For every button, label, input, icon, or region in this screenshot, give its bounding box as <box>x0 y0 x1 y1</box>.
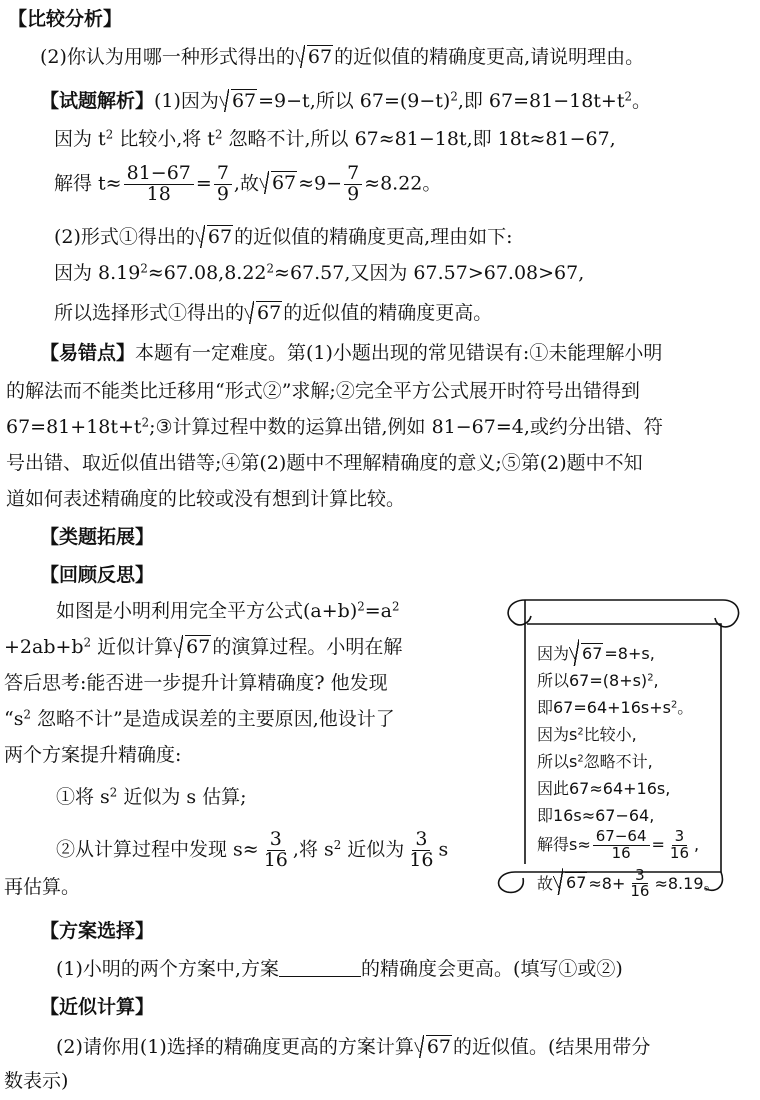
heading-review: 【回顾反思】 <box>40 564 155 586</box>
fraction: $\frac{7}{9}$ <box>214 164 232 205</box>
error-line-3: $67=81+18t+t^2;③$计算过程中数的运算出错,例如 81−67=4,或约分出错、符 <box>6 415 663 438</box>
analysis-line-2: 因为 $t^2$ 比较小,将 $t^2$ 忽略不计,所以 67≈81−18t,即 18t≈81−67, <box>54 127 616 150</box>
review-line-5: 两个方案提升精确度: <box>4 744 182 766</box>
analysis-label: 【试题解析】 <box>40 90 155 112</box>
review-line-1: 如图是小明利用完全平方公式$(a+b)^2=a^2$ <box>56 599 400 622</box>
sqrt-symbol: 67 <box>195 226 233 249</box>
sqrt-symbol: 67 <box>414 1036 452 1059</box>
answer-blank[interactable] <box>279 958 361 977</box>
heading-plan: 【方案选择】 <box>40 920 155 942</box>
sqrt-symbol: 67 <box>173 636 211 659</box>
review-line-3: 答后思考:能否进一步提升计算精确度? 他发现 <box>4 672 388 694</box>
analysis-line-6: 所以选择形式①得出的 67 的近似值的精确度更高。 <box>54 302 493 324</box>
fraction: $\frac{3}{16}$ <box>409 828 434 871</box>
text: (2)你认为用哪一种形式得出的 <box>40 46 295 68</box>
plan-option-1: ①将 $s^2$ 近似为 s 估算; <box>56 785 247 808</box>
analysis-line-3: 解得 t≈ $\frac{81-67}{18}$ = $\frac{7}{9}$ ,故 67 ≈9− $\frac{7}{9}$ ≈8.22。 <box>54 162 442 205</box>
review-line-6: 再估算。 <box>4 876 81 898</box>
scroll-text: 因为 67 =8+s, 所以$67=(8+s)^2$, 即$67=64+16s+s^2$。 因为$s^2$比较小, 所以$s^2$忽略不计, 因此67≈64+16s, 即16s≈67−64, 解得s≈ $\frac{67-64}{16}$ = $\frac{3}{16}$ , 故 67 ≈8+ $\frac{3}{16}$ ≈8.19。 <box>537 640 720 900</box>
error-line-2: 的解法而不能类比迁移用“形式②”求解;②完全平方公式展开时符号出错得到 <box>6 380 640 402</box>
sqrt-symbol: 67 <box>219 90 257 113</box>
calc-question: (2)请你用(1)选择的精确度更高的方案计算 67 的近似值。(结果用带分 <box>56 1036 651 1058</box>
review-line-2: $+2ab+b^2$ 近似计算 67 的演算过程。小明在解 <box>4 635 403 658</box>
error-label: 【易错点】 <box>40 342 136 364</box>
sqrt-symbol: 67 <box>295 46 333 69</box>
scroll-figure <box>485 588 747 901</box>
plan-option-2: ②从计算过程中发现 s≈ $\frac{3}{16}$ ,将 $s^2$ 近似为 $\frac{3}{16}$ s <box>56 828 449 871</box>
text: 的近似值的精确度更高,请说明理由。 <box>334 46 645 68</box>
review-line-4: “$s^2$ 忽略不计”是造成误差的主要原因,他设计了 <box>4 707 395 730</box>
error-line-4: 号出错、取近似值出错等;④第(2)题中不理解精确度的意义;⑤第(2)题中不知 <box>6 452 643 474</box>
question-2 <box>40 46 644 69</box>
sqrt-symbol: 67 <box>259 172 297 195</box>
error-line-5: 道如何表述精确度的比较或没有想到计算比较。 <box>6 488 406 510</box>
fraction: $\frac{3}{16}$ <box>263 828 288 871</box>
analysis-line-4: (2)形式①得出的 67 的近似值的精确度更高,理由如下: <box>54 226 513 248</box>
analysis-line-1: 【试题解析】(1)因为 67 =9−t,所以 $67=(9-t)^2$,即 $67=81-18t+t^2$。 <box>40 89 651 112</box>
sqrt-symbol: 67 <box>244 302 282 325</box>
error-line-1: 【易错点】本题有一定难度。第(1)小题出现的常见错误有:①未能理解小明 <box>40 342 663 364</box>
fraction: $\frac{7}{9}$ <box>344 164 362 205</box>
analysis-line-5: 因为 $8.19^2\approx 67.08,8.22^2\approx 67.57$,又因为 67.57>67.08>67, <box>54 261 585 284</box>
fraction: $\frac{81-67}{18}$ <box>124 164 194 205</box>
plan-question: (1)小明的两个方案中,方案 的精确度会更高。(填写①或②) <box>56 958 623 980</box>
heading-calc: 【近似计算】 <box>40 996 155 1018</box>
heading-compare: 【比较分析】 <box>8 8 123 30</box>
calc-question-end: 数表示) <box>4 1070 69 1092</box>
heading-extension: 【类题拓展】 <box>40 526 155 548</box>
